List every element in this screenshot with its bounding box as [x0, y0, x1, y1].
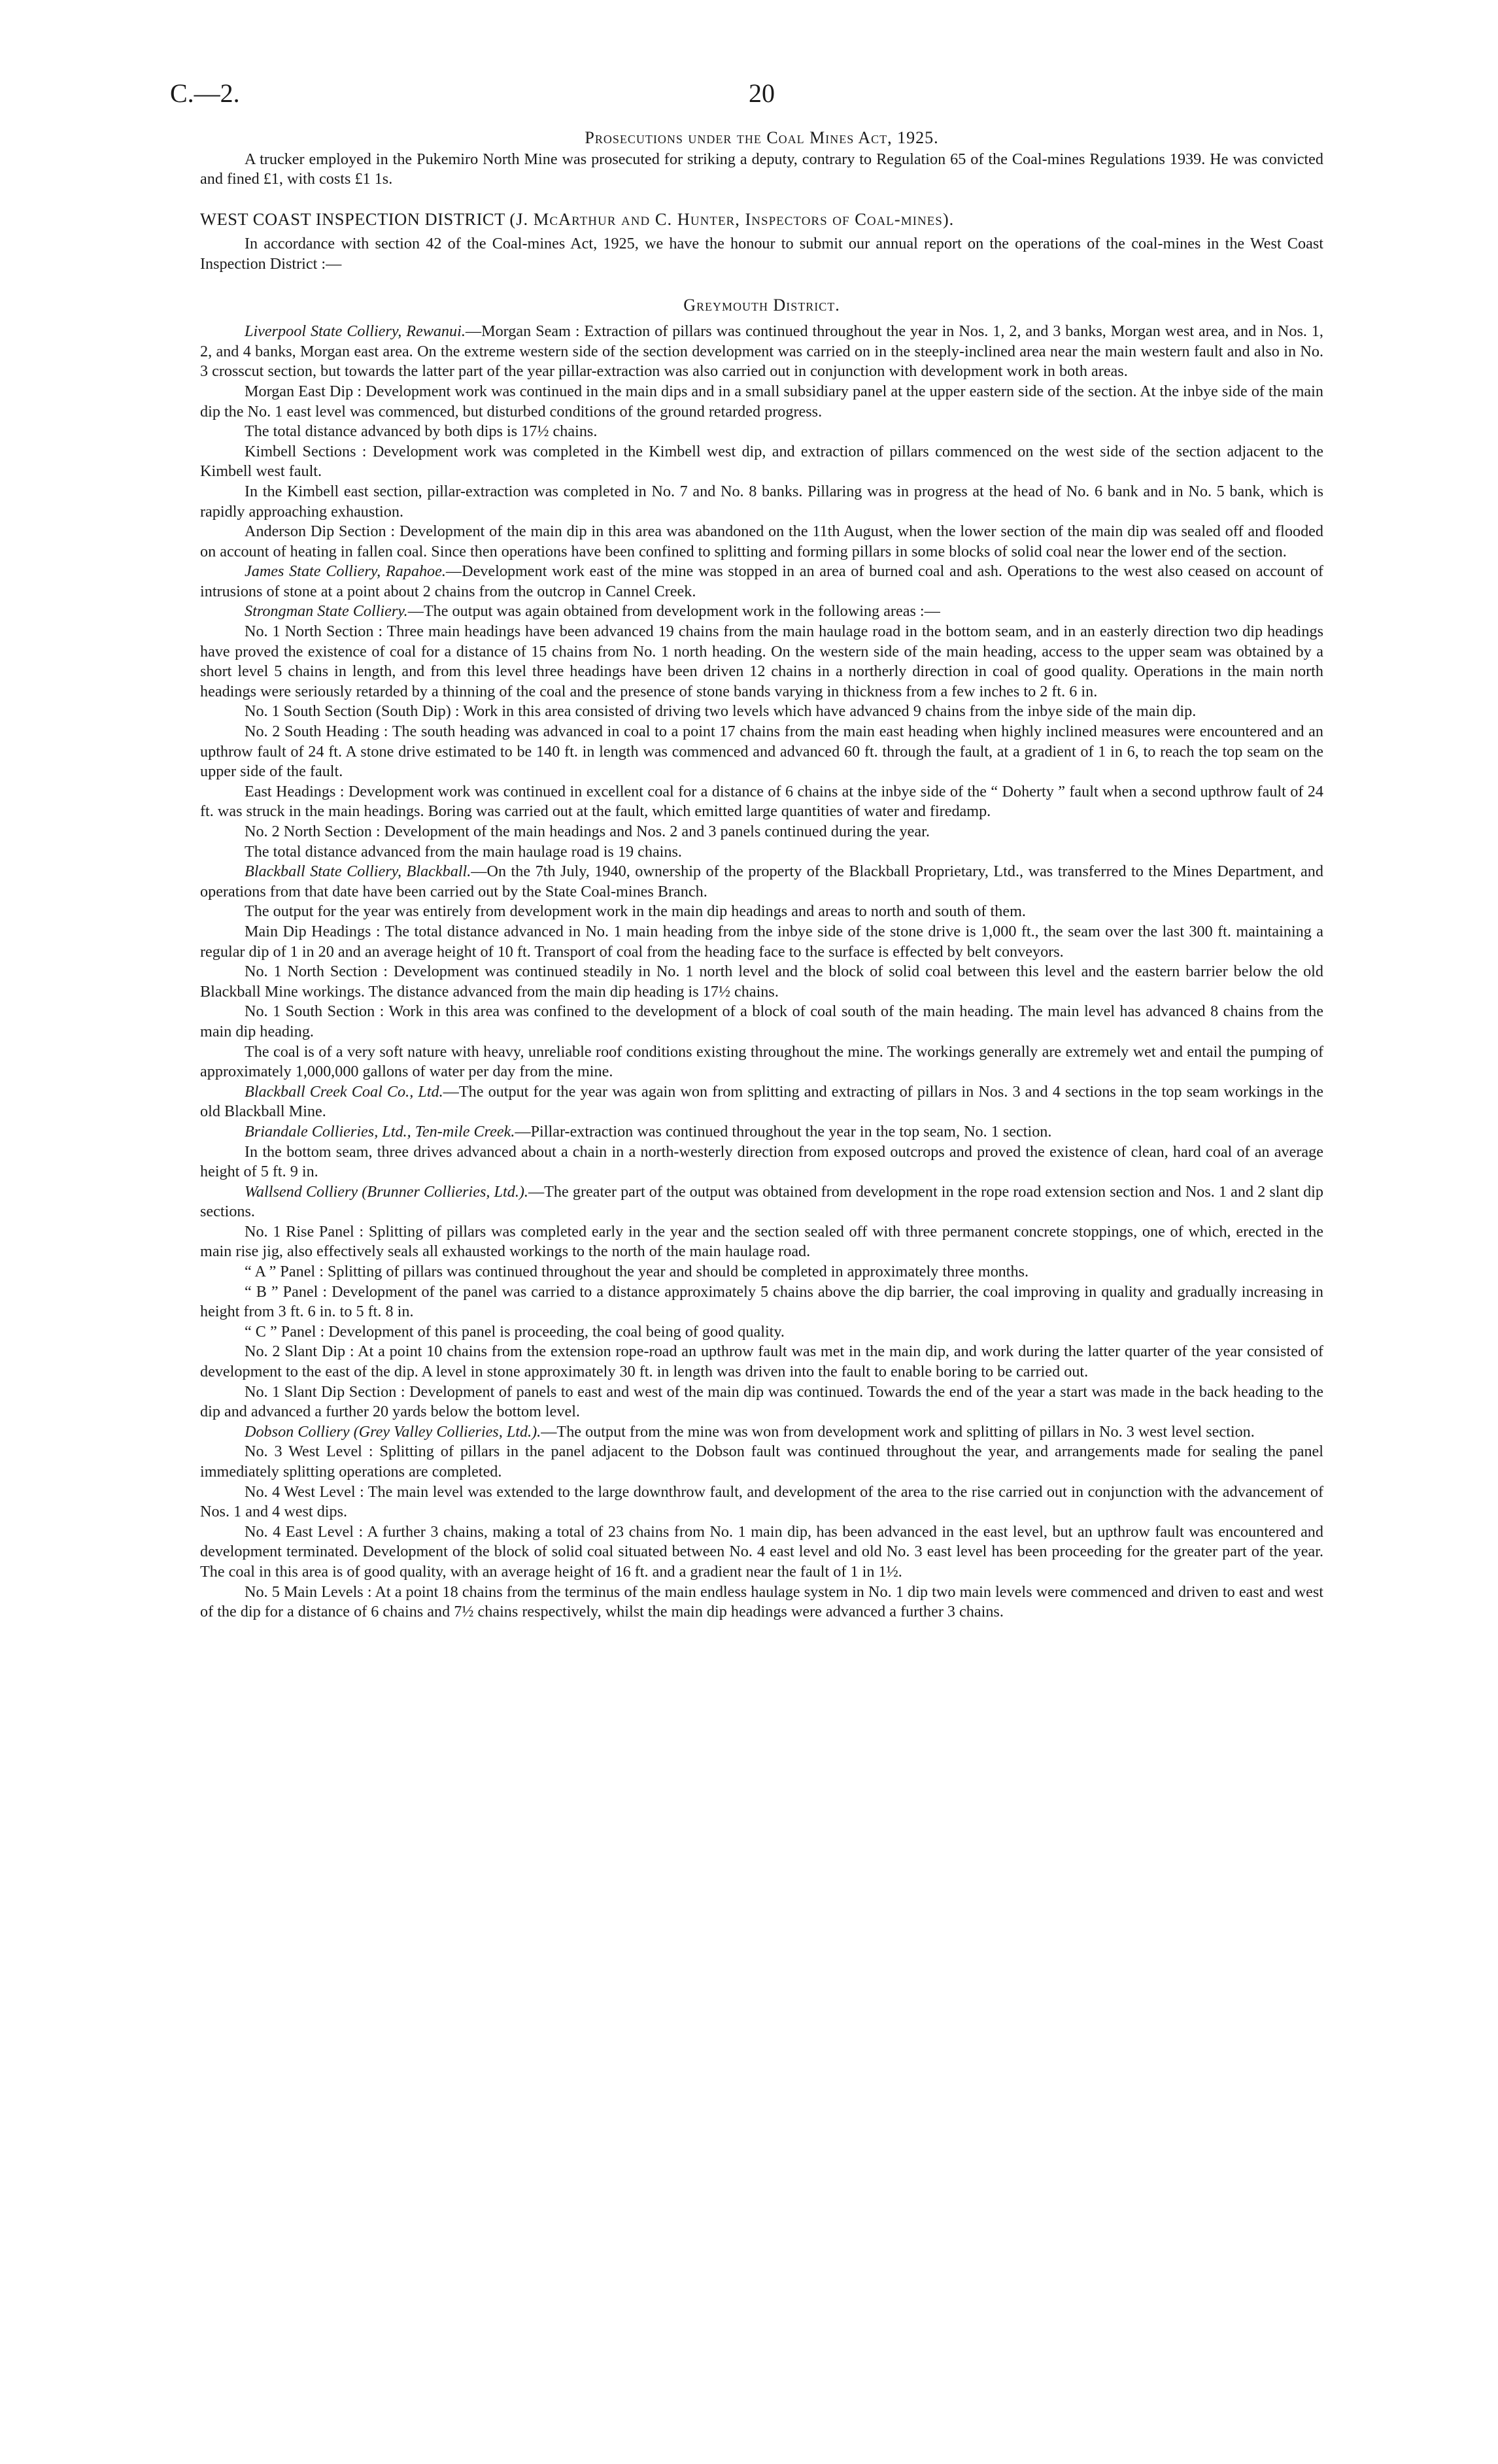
paragraph-text: No. 1 South Section (South Dip) : Work in this area consisted of driving two levels which have advanced 9 chains from the inbye side of the main dip. — [245, 702, 1197, 721]
report-paragraph — [200, 562, 1323, 602]
colliery-name: Blackball State Colliery, Blackball. — [245, 863, 471, 881]
report-paragraph — [200, 622, 1323, 702]
report-paragraph — [200, 1322, 1323, 1343]
inspection-district-heading — [200, 209, 1323, 230]
paragraph-text: In the bottom seam, three drives advanced about a chain in a north-westerly direction from exposed outcrops and proved the existence of clean, hard coal of an average height of 5 ft. 9 in. — [200, 1142, 1323, 1181]
report-paragraph — [200, 522, 1323, 562]
paragraph-text: The total distance advanced by both dips is 17½ chains. — [245, 422, 598, 441]
paragraph-text: The coal is of a very soft nature with heavy, unreliable roof conditions existing throughout the mine. The workings generally are extremely wet and entail the pumping of approximately 1,000,000 gallons of water per day from the mine. — [200, 1042, 1323, 1081]
paragraph-text: No. 1 Slant Dip Section : Development of panels to east and west of the main dip was continued. Towards the end of the year a start was made in the back heading to the dip and advanced a further 20 yards below the bottom level. — [200, 1382, 1323, 1421]
colliery-name: Liverpool State Colliery, Rewanui. — [245, 322, 466, 341]
report-paragraph — [200, 1262, 1323, 1282]
report-paragraph — [200, 1182, 1323, 1222]
report-paragraph — [200, 1482, 1323, 1522]
report-paragraph — [200, 1382, 1323, 1422]
paragraph-text: —The output for the year was again won from splitting and extracting of pillars in Nos. 3 and 4 sections in the top seam workings in the old Blackball Mine. — [200, 1082, 1323, 1121]
colliery-name: Briandale Collieries, Ltd., Ten-mile Creek. — [245, 1122, 515, 1140]
paragraph-text: —Pillar-extraction was continued throughout the year in the top seam, No. 1 section. — [515, 1122, 1052, 1140]
paragraph-text: No. 1 South Section : Work in this area was confined to the development of a block of coal south of the main heading. The main level has advanced 8 chains from the main dip heading. — [200, 1002, 1323, 1040]
report-paragraph — [200, 382, 1323, 422]
report-paragraph — [200, 862, 1323, 902]
paragraph-text: Main Dip Headings : The total distance advanced in No. 1 main heading from the inbye side of the stone drive is 1,000 ft., the seam over the last 300 ft. maintaining a regular dip of 1 in 20 and an average height of 10 ft. Transport of coal from the heading face to the surface is effected by belt conveyors. — [200, 922, 1323, 961]
report-paragraph — [200, 322, 1323, 382]
paragraph-text: No. 4 West Level : The main level was extended to the large downthrow fault, and development of the area to the rise carried out in conjunction with the advancement of Nos. 1 and 4 west dips. — [200, 1482, 1323, 1521]
paragraph-text: No. 2 Slant Dip : At a point 10 chains from the extension rope-road an upthrow fault was met in the main dip, and work during the latter quarter of the year consisted of development to the east of the dip. A level in stone approximately 30 ft. in length was driven into the fault to enable boring to be carried out. — [200, 1343, 1323, 1381]
page-header — [170, 72, 1323, 119]
report-paragraph — [200, 1282, 1323, 1322]
report-paragraph — [200, 722, 1323, 782]
paragraph-text: —The greater part of the output was obtained from development in the rope road extension section and Nos. 1 and 2 slant dip sections. — [200, 1182, 1323, 1221]
report-paragraph — [200, 442, 1323, 482]
district-heading: Greymouth District. — [683, 295, 840, 315]
paragraph-text: No. 4 East Level : A further 3 chains, making a total of 23 chains from No. 1 main dip, has been advanced in the east level, but an upthrow fault was encountered and development terminated. Development of the block of solid coal situated between No. 4 east level and old No. 3 east level has been proceeding for the greater part of the year. The coal in this area is of good quality, with an average height of 16 ft. and a gradient near the fault of 1 in 1½. — [200, 1522, 1323, 1581]
report-paragraph — [200, 822, 1323, 842]
report-paragraph — [200, 1522, 1323, 1583]
paragraph-text: No. 1 North Section : Three main headings have been advanced 19 chains from the main haulage road in the bottom seam, and in an easterly direction two dip headings have proved the existence of coal for a distance of 15 chains from No. 1 north heading. On the western side of the main heading, access to the upper seam was obtained by a short level 5 chains in length, and from this level three headings have been driven 12 chains in a northerly direction in coal of good quality. Operations in the main north headings were seriously retarded by a thinning of the coal and the presence of stone bands varying in thickness from a few inches to 2 ft. 6 in. — [200, 623, 1323, 700]
paragraph-text: —On the 7th July, 1940, ownership of the property of the Blackball Proprietary, Ltd., was transferred to the Mines Department, and operations from that date have been carried out by the State Coal-mines Branch. — [200, 863, 1323, 900]
report-paragraph — [200, 602, 1323, 622]
report-paragraph — [200, 1122, 1323, 1142]
report-paragraph — [200, 1342, 1323, 1382]
report-paragraph — [200, 1082, 1323, 1122]
paragraph-text: —The output was again obtained from development work in the following areas :— — [407, 602, 940, 621]
colliery-name: James State Colliery, Rapahoe. — [245, 562, 446, 581]
paragraph-text: The output for the year was entirely from development work in the main dip headings and areas to north and south of them. — [245, 902, 1026, 921]
paragraph-text: The total distance advanced from the main haulage road is 19 chains. — [245, 842, 682, 861]
report-paragraph — [200, 1042, 1323, 1082]
report-paragraph — [200, 482, 1323, 522]
report-paragraph — [200, 902, 1323, 922]
paragraph-text: No. 2 South Heading : The south heading was advanced in coal to a point 17 chains from the main east heading when highly inclined measures were encountered and an upthrow fault of 24 ft. A stone drive estimated to be 140 ft. in length was commenced and advanced 60 ft. through the fault, at a gradient of 1 in 6, to reach the top seam on the upper side of the fault. — [200, 723, 1323, 781]
paragraph-text: No. 2 North Section : Development of the main headings and Nos. 2 and 3 panels continued during the year. — [245, 823, 930, 840]
page-number: 20 — [749, 78, 775, 108]
report-paragraph — [200, 842, 1323, 863]
prosecutions-paragraph: A trucker employed in the Pukemiro North Mine was prosecuted for striking a deputy, contrary to Regulation 65 of the Coal-mines Regulations 1939. He was convicted and fined £1, with costs £1 1s. — [200, 150, 1323, 188]
report-paragraph — [200, 1422, 1323, 1443]
inspection-district-title: WEST COAST INSPECTION DISTRICT — [200, 209, 505, 229]
report-paragraph — [200, 422, 1323, 442]
colliery-name: Blackball Creek Coal Co., Ltd. — [245, 1082, 443, 1101]
paragraph-text: “ B ” Panel : Development of the panel was carried to a distance approximately 5 chains above the dip barrier, the coal improving in quality and gradually increasing in height from 3 ft. 6 in. to 5 ft. 8 in. — [200, 1282, 1323, 1321]
paragraph-text: No. 5 Main Levels : At a point 18 chains from the terminus of the main endless haulage system in No. 1 dip two main levels were commenced and driven to east and west of the dip for a distance of 6 chains and 7½ chains respectively, whilst the main dip headings were advanced a further 3 chains. — [200, 1583, 1323, 1621]
paragraph-text: “ C ” Panel : Development of this panel is proceeding, the coal being of good quality. — [245, 1322, 785, 1341]
colliery-name: Wallsend Colliery (Brunner Collieries, Ltd.). — [245, 1182, 528, 1201]
paragraph-text: —The output from the mine was won from development work and splitting of pillars in No. 3 west level section. — [541, 1422, 1255, 1441]
report-paragraph — [200, 702, 1323, 722]
paragraph-text: East Headings : Development work was continued in excellent coal for a distance of 6 chains at the inbye side of the “ Doherty ” fault when a second upthrow fault of 24 ft. was struck in the main headings. Boring was carried out at the fault, which emitted large quantities of water and firedamp. — [200, 782, 1323, 821]
paragraph-text: Anderson Dip Section : Development of the main dip in this area was abandoned on the 11th August, when the lower section of the main dip was sealed off and flooded on account of heating in fallen coal. Since then operations have been confined to splitting and forming pillars in some blocks of solid coal near the lower end of the section. — [200, 522, 1323, 560]
report-paragraph — [200, 962, 1323, 1002]
paragraph-text: Morgan East Dip : Development work was continued in the main dips and in a small subsidiary panel at the upper eastern side of the section. At the inbye side of the main dip the No. 1 east level was commenced, but disturbed conditions of the ground retarded progress. — [200, 382, 1323, 420]
document-page — [170, 72, 1323, 1622]
report-paragraph — [200, 1142, 1323, 1182]
paragraph-text: “ A ” Panel : Splitting of pillars was continued throughout the year and should be completed in approximately three months. — [245, 1263, 1029, 1281]
paragraph-text: No. 1 North Section : Development was continued steadily in No. 1 north level and the block of solid coal between this level and the eastern barrier below the old Blackball Mine workings. The distance advanced from the main dip heading is 17½ chains. — [200, 963, 1323, 1001]
report-paragraph — [200, 1222, 1323, 1262]
document-reference: C.—2. — [170, 78, 240, 108]
paragraph-text: In the Kimbell east section, pillar-extraction was completed in No. 7 and No. 8 banks. Pillaring was in progress at the head of No. 6 bank and in No. 5 bank, which is rapidly approaching exhaustion. — [200, 482, 1323, 521]
paragraph-text: —Morgan Seam : Extraction of pillars was continued throughout the year in Nos. 1, 2, and 3 banks, Morgan west area, and in Nos. 1, 2, and 4 banks, Morgan east area. On the extreme western side of the section development was carried on in the steeply-inclined area near the main western fault and also in No. 3 crosscut section, but towards the latter part of the year pillar-extraction was also carried out in conjunction with development work in both areas. — [200, 322, 1323, 381]
paragraph-text: No. 1 Rise Panel : Splitting of pillars was completed early in the year and the section sealed off with three permanent concrete stoppings, one of which, erected in the main rise jig, also effectively seals all exhausted workings to the north of the main haulage road. — [200, 1222, 1323, 1261]
inspectors-names: (J. McArthur and C. Hunter, Inspectors of Coal-mines). — [509, 209, 955, 229]
report-paragraph — [200, 1583, 1323, 1622]
paragraph-text: —Development work east of the mine was stopped in an area of burned coal and ash. Operations to the west also ceased on account of intrusions of stone at a point about 2 chains from the outcrop in Cannel Creek. — [200, 562, 1323, 600]
report-paragraph — [200, 922, 1323, 962]
prosecutions-heading: Prosecutions under the Coal Mines Act, 1925. — [585, 128, 939, 147]
report-paragraph — [200, 782, 1323, 822]
paragraph-text: No. 3 West Level : Splitting of pillars in the panel adjacent to the Dobson fault was continued throughout the year, and arrangements made for sealing the panel immediately splitting operations are completed. — [200, 1443, 1323, 1480]
paragraph-text: Kimbell Sections : Development work was completed in the Kimbell west dip, and extraction of pillars commenced on the west side of the section adjacent to the Kimbell west fault. — [200, 442, 1323, 481]
colliery-name: Dobson Colliery (Grey Valley Collieries, Ltd.). — [245, 1422, 541, 1441]
intro-paragraph: In accordance with section 42 of the Coal-mines Act, 1925, we have the honour to submit our annual report on the operations of the coal-mines in the West Coast Inspection District :— — [200, 235, 1323, 273]
report-paragraph — [200, 1442, 1323, 1482]
report-paragraph — [200, 1002, 1323, 1042]
colliery-name: Strongman State Colliery. — [245, 602, 408, 621]
report-body — [200, 322, 1323, 1622]
